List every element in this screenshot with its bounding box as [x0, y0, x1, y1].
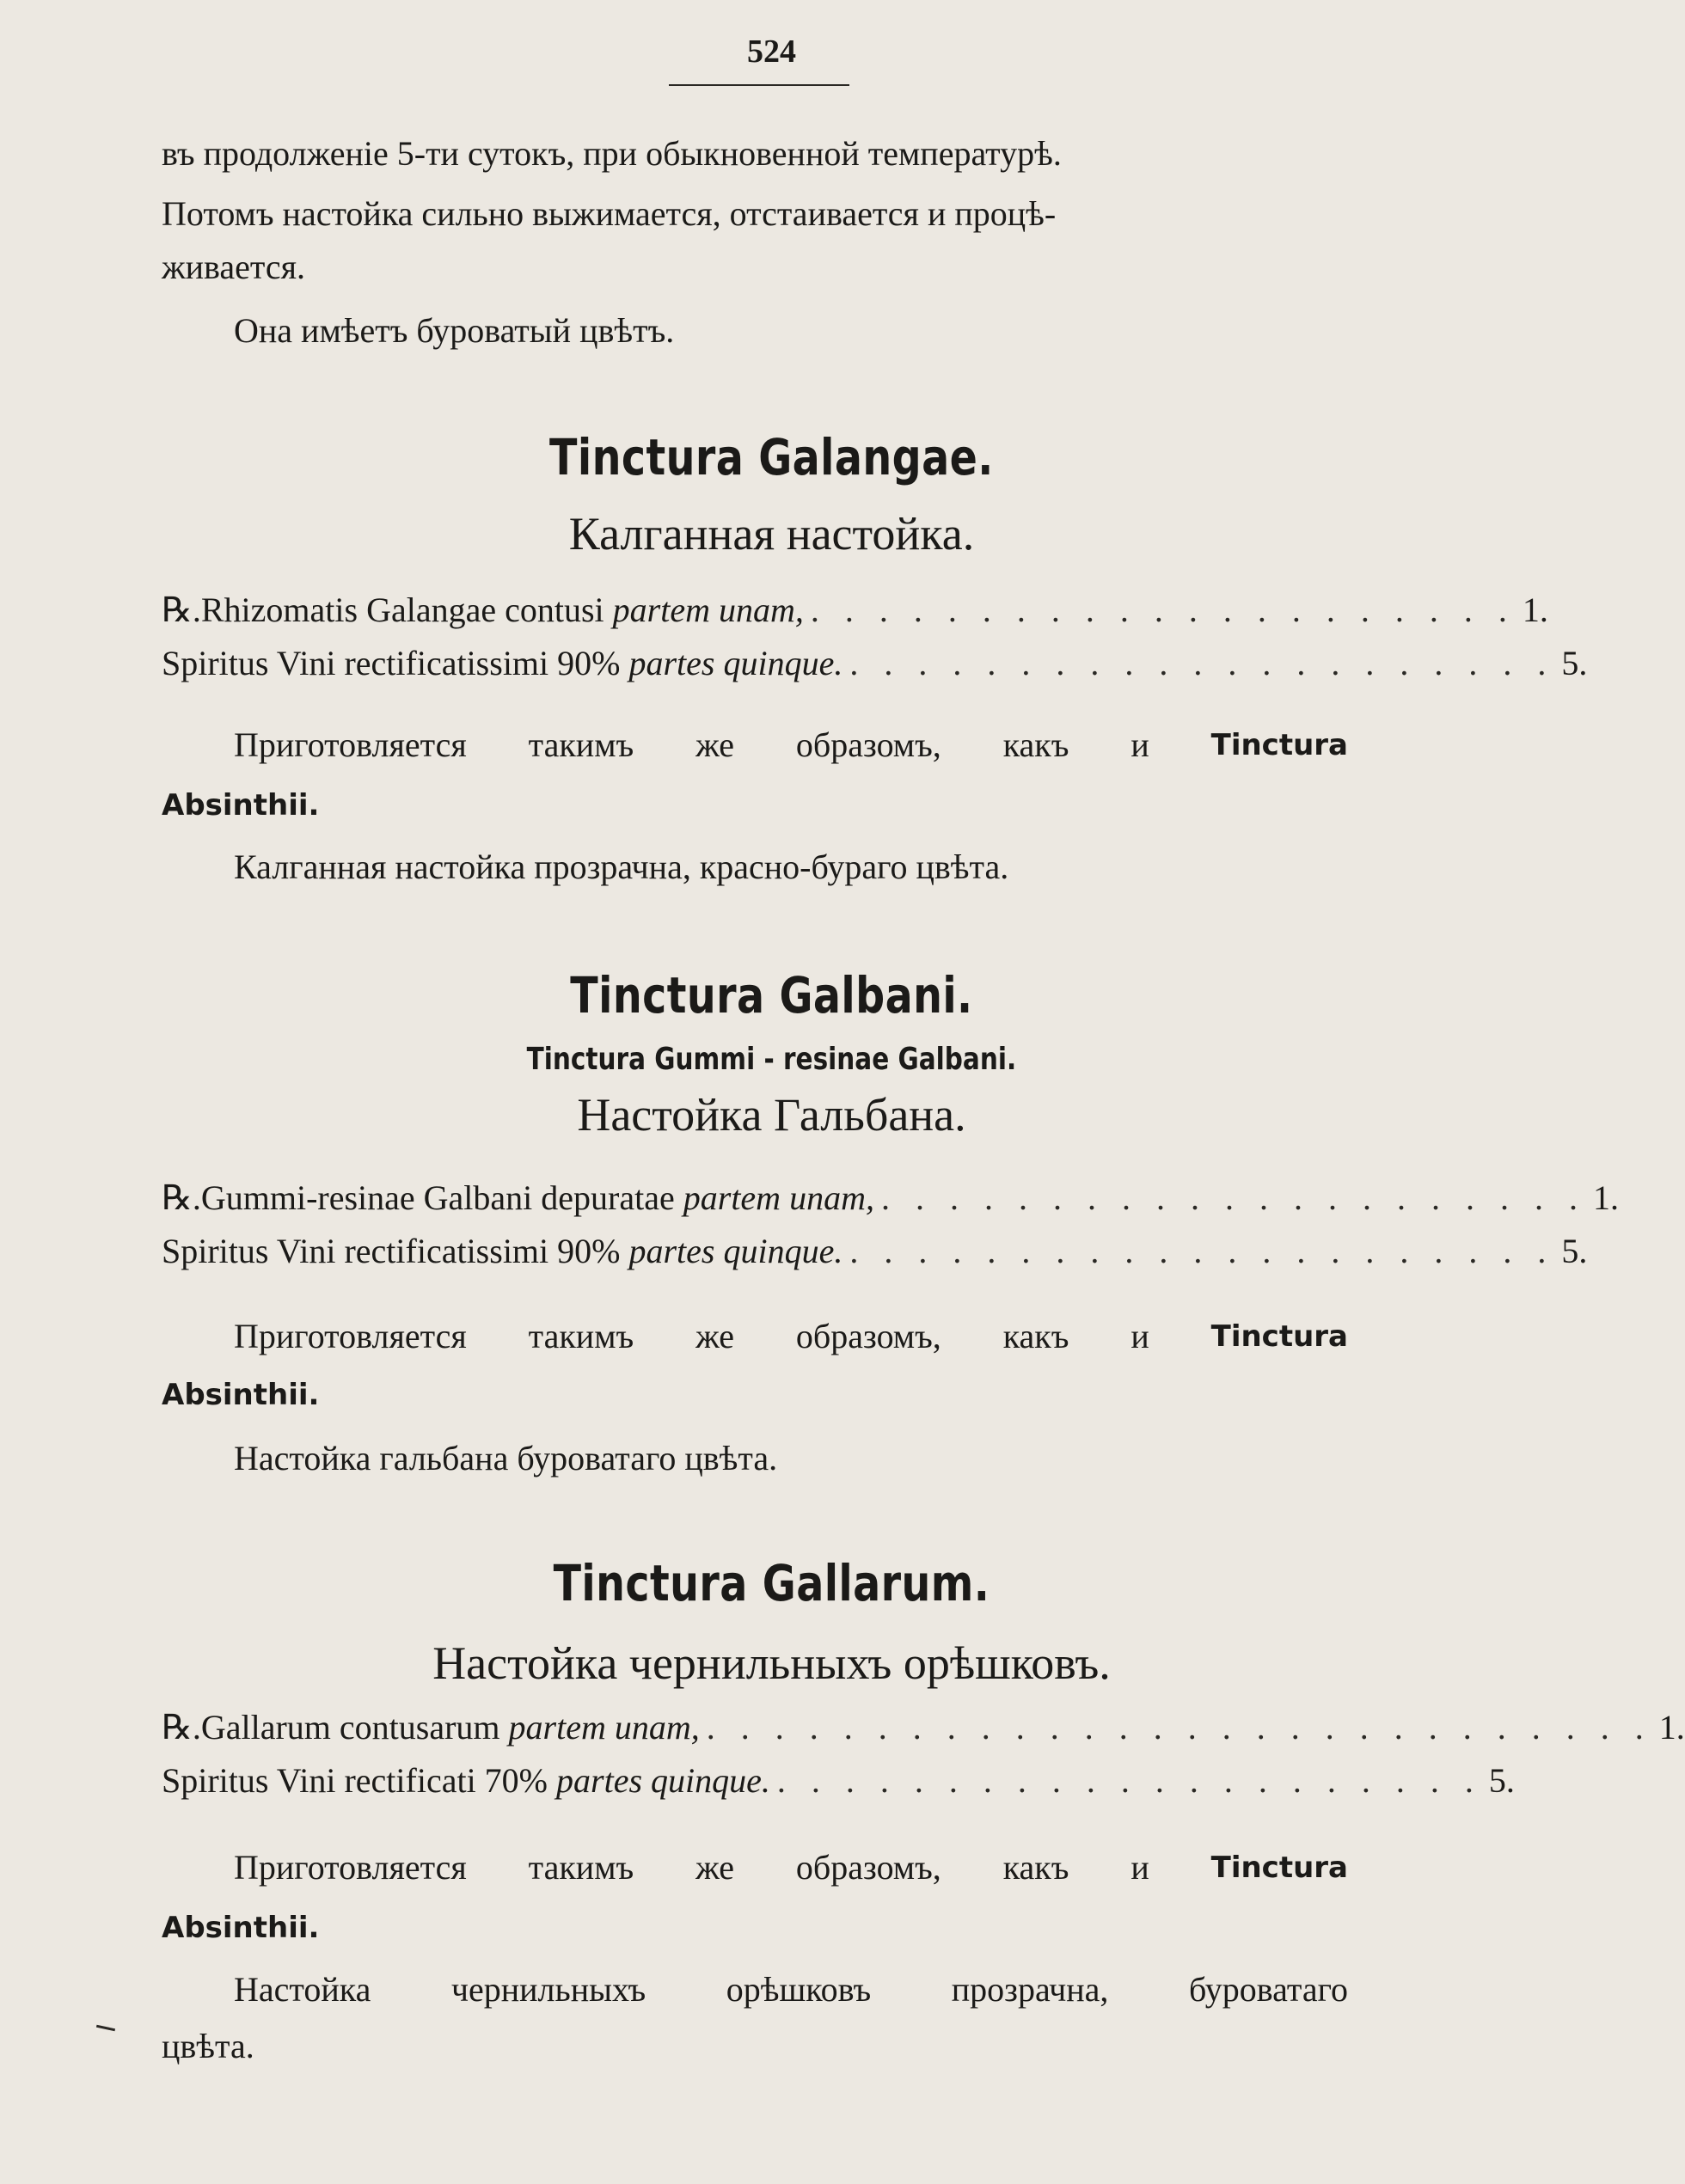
prep-gallarum-line-2: Absinthii. — [162, 1911, 320, 1945]
intro-line-3: живается. — [162, 248, 306, 286]
intro-line-1: въ продолженіе 5-ти сутокъ, при обыкновенной температурѣ. — [162, 134, 1062, 173]
recipe-line — [162, 590, 1548, 643]
recipe-gallarum — [162, 1707, 1685, 1814]
prep-galangae-line-2: Absinthii. — [162, 788, 320, 823]
page-number-rule — [669, 84, 849, 86]
reference-tinctura: Tinctura — [1210, 1851, 1348, 1885]
prep-gallarum-line-1: Приготовляется такимъ же образомъ, какъ и Tinctura — [234, 1841, 1348, 1894]
ingredient: Spiritus Vini rectificati 70% partes quinque. — [162, 1761, 770, 1800]
ingredient: Spiritus Vini rectificatissimi 90% partes quinque. — [162, 644, 843, 682]
leader-dots: . . . . . . . . . . . . . . . . . . . . . — [776, 1761, 1482, 1800]
ingredient: Rhizomatis Galangae contusi partem unam, — [200, 590, 804, 629]
ingredient: Gallarum contusarum partem unam, — [200, 1708, 700, 1747]
ingredient: Gummi-resinae Galbani depuratae partem unam, — [200, 1178, 874, 1217]
quantity: 1. — [1592, 1178, 1619, 1217]
desc-gallarum-line-1: Настойка чернильныхъ орѣшковъ прозрачна, буроватаго — [234, 1970, 1348, 2009]
recipe-line — [162, 1760, 1515, 1814]
ru-title-galbani: Настойка Гальбана. — [577, 1089, 966, 1141]
heading-galbani: Tinctura Galbani. — [570, 966, 973, 1025]
recipe-symbol: ℞. — [162, 590, 201, 629]
recipe-symbol: ℞. — [162, 1178, 201, 1217]
ingredient: Spiritus Vini rectificatissimi 90% partes quinque. — [162, 1232, 843, 1270]
recipe-line — [162, 1231, 1588, 1284]
recipe-galbani — [162, 1178, 1619, 1284]
leader-dots: . . . . . . . . . . . . . . . . . . . . . — [810, 590, 1516, 629]
heading-gallarum: Tinctura Gallarum. — [553, 1554, 990, 1612]
quantity: 5. — [1561, 644, 1588, 682]
quantity: 1. — [1658, 1708, 1685, 1747]
desc-galbani: Настойка гальбана буроватаго цвѣта. — [234, 1439, 778, 1477]
prep-galbani-line-2: Absinthii. — [162, 1378, 320, 1412]
margin-mark — [96, 2025, 115, 2032]
leader-dots: . . . . . . . . . . . . . . . . . . . . . . . . . . . . — [706, 1708, 1652, 1747]
reference-tinctura: Tinctura — [1210, 1319, 1348, 1354]
desc-galangae: Калганная настойка прозрачна, красно-бураго цвѣта. — [234, 847, 1009, 886]
recipe-line — [162, 1707, 1685, 1760]
recipe-galangae — [162, 590, 1588, 696]
prep-galbani-line-1: Приготовляется такимъ же образомъ, какъ и Tinctura — [234, 1310, 1348, 1363]
recipe-line — [162, 643, 1588, 696]
leader-dots: . . . . . . . . . . . . . . . . . . . . . — [880, 1178, 1586, 1217]
subheading-galbani: Tinctura Gummi - resinae Galbani. — [526, 1042, 1017, 1077]
intro-line-4: Она имѣетъ буроватый цвѣтъ. — [234, 311, 675, 350]
recipe-line — [162, 1178, 1619, 1231]
quantity: 5. — [1561, 1232, 1588, 1270]
prep-galangae-line-1: Приготовляется такимъ же образомъ, какъ и Tinctura — [234, 719, 1348, 772]
recipe-symbol: ℞. — [162, 1708, 201, 1747]
heading-galangae: Tinctura Galangae. — [549, 428, 994, 486]
leader-dots: . . . . . . . . . . . . . . . . . . . . . — [849, 644, 1555, 682]
quantity: 1. — [1522, 590, 1548, 629]
page-number: 524 — [747, 34, 796, 70]
quantity: 5. — [1488, 1761, 1515, 1800]
ru-title-gallarum: Настойка чернильныхъ орѣшковъ. — [432, 1637, 1111, 1689]
leader-dots: . . . . . . . . . . . . . . . . . . . . . — [849, 1232, 1555, 1270]
ru-title-galangae: Калганная настойка. — [568, 508, 975, 560]
reference-tinctura: Tinctura — [1210, 728, 1348, 762]
desc-gallarum-line-2: цвѣта. — [162, 2027, 254, 2065]
intro-line-2: Потомъ настойка сильно выжимается, отстаивается и процѣ- — [162, 194, 1057, 233]
